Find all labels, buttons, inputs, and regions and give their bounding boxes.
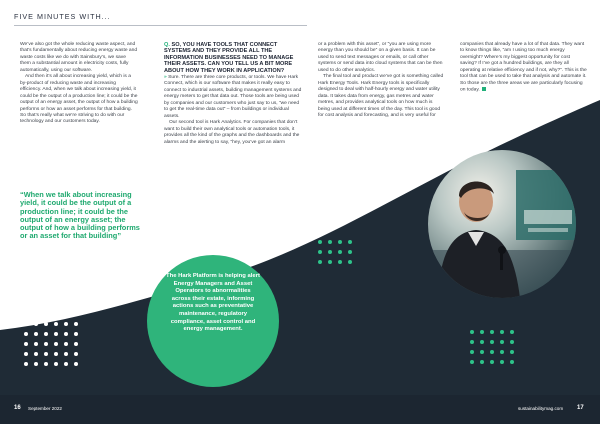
decorative-dot	[348, 260, 352, 264]
decorative-dot	[74, 352, 78, 356]
decorative-dot	[64, 362, 68, 366]
decorative-dot	[480, 330, 484, 334]
speaker-photo-illustration	[428, 150, 576, 298]
decorative-dot	[64, 322, 68, 326]
decorative-dot	[318, 250, 322, 254]
decorative-dot	[510, 350, 514, 354]
decorative-dot	[34, 332, 38, 336]
decorative-dot	[500, 330, 504, 334]
decorative-dot	[64, 332, 68, 336]
decorative-dot	[34, 312, 38, 316]
decorative-dot	[510, 360, 514, 364]
paragraph: Our second tool is Hark Analytics. For companies that don’t want to build their own analytical tools or automation tools, it provides all the kind of the graphs and the dashboards and the alarms and the alerting to say, “hey, you’ve got an alarm	[164, 120, 300, 145]
decorative-dot	[500, 340, 504, 344]
decorative-dot	[318, 260, 322, 264]
decorative-dot	[34, 322, 38, 326]
decorative-dot	[470, 340, 474, 344]
decorative-dot	[64, 342, 68, 346]
decorative-dot	[44, 332, 48, 336]
decorative-dot	[338, 250, 342, 254]
decorative-dot	[54, 322, 58, 326]
decorative-dot	[490, 360, 494, 364]
decorative-dot	[24, 342, 28, 346]
dot-grid-middle	[318, 240, 358, 272]
decorative-dot	[44, 342, 48, 346]
decorative-dot	[480, 340, 484, 344]
decorative-dot	[490, 340, 494, 344]
issue-date: September 2022	[28, 406, 62, 411]
decorative-dot	[74, 332, 78, 336]
page-number-left: 16	[14, 405, 21, 411]
decorative-dot	[510, 330, 514, 334]
decorative-dot	[348, 240, 352, 244]
question-marker: Q.	[164, 42, 170, 48]
paragraph: or a problem with this asset”, or “you are using more energy than you should be” on a given basis. It can be used to send text messages or emails, or call other systems or send data into cloud systems that can be then used to do other analytics.	[318, 42, 443, 73]
dot-grid-right	[470, 330, 526, 370]
decorative-dot	[500, 350, 504, 354]
decorative-dot	[64, 352, 68, 356]
decorative-dot	[318, 240, 322, 244]
decorative-dot	[44, 352, 48, 356]
paragraph	[460, 42, 588, 94]
decorative-dot	[328, 240, 332, 244]
decorative-dot	[74, 342, 78, 346]
decorative-dot	[328, 260, 332, 264]
page-number-right: 17	[577, 405, 584, 411]
decorative-dot	[74, 322, 78, 326]
decorative-dot	[500, 360, 504, 364]
decorative-dot	[338, 240, 342, 244]
decorative-dot	[74, 362, 78, 366]
decorative-dot	[470, 360, 474, 364]
decorative-dot	[24, 352, 28, 356]
column-one	[20, 42, 138, 126]
decorative-dot	[44, 312, 48, 316]
decorative-dot	[54, 312, 58, 316]
decorative-dot	[328, 250, 332, 254]
decorative-dot	[470, 330, 474, 334]
decorative-dot	[510, 340, 514, 344]
column-four	[460, 42, 588, 94]
decorative-dot	[64, 312, 68, 316]
decorative-dot	[54, 342, 58, 346]
speaker-photo	[428, 150, 576, 298]
column-two	[164, 42, 304, 146]
paragraph: The final tool and product we’ve got is something called Hark Energy Tools. Hark Energy tools is specifically designed to deal with half-hourly energy and water utility data. It takes data from energy, gas metres and water metres, and provides analytical tools on how much is being used at different times of the day. This tool is good for cost analysis and forecasting, and is very useful for	[318, 74, 444, 118]
interview-question	[164, 42, 304, 74]
decorative-dot	[24, 362, 28, 366]
answer-text: Sure. There are three core products, or tools. We have Hark Connect, which is our software that makes it really easy to connect to industrial assets, building management systems and energy meters to get that data out. Those tools are being used by companies and our customers who just say to us, “we need to get the real-time data out” – from buildings or individual assets.	[164, 75, 302, 119]
decorative-dot	[24, 312, 28, 316]
paragraph-text: companies that already have a lot of that data. They want to know things like, “am I using too much energy overnight? Where’s my biggest opportunity for cost saving? If I’ve got a hundred buildings, are they all operating at relative efficiency and if not, why?”. This is the tool that can be used to take that analysis and automate it. So those are the three areas we are particularly focusing on today.	[460, 42, 587, 93]
paragraph: And then it’s all about increasing yield, which is a by-product of reducing waste and increasing efficiency. And, when we talk about increasing yield, it could be the output of a production line; it could be the output of an energy asset, the output of how a building performs or how an asset performs for that building. So that’s really what we’re striving to do with our technology and our customers today.	[20, 74, 138, 125]
decorative-dot	[44, 362, 48, 366]
website-url: sustainabilitymag.com	[518, 406, 564, 411]
callout-text: The Hark Platform is helping alert Energy Managers and Asset Operators to abnormalities across their estate, informing actions such as preventative maintenance, regulatory compliance, asset control and energy management.	[166, 273, 260, 333]
decorative-dot	[338, 260, 342, 264]
decorative-dot	[54, 352, 58, 356]
dot-grid-left	[24, 312, 84, 372]
decorative-dot	[348, 250, 352, 254]
pull-quote: “When we talk about increasing yield, it could be the output of a production line; it could be the output of an energy asset; the output of how a building performs or an asset for that building”	[20, 190, 140, 241]
decorative-dot	[74, 312, 78, 316]
answer-paragraph	[164, 75, 304, 120]
column-three	[318, 42, 444, 119]
decorative-dot	[34, 362, 38, 366]
section-title: FIVE MINUTES WITH...	[14, 12, 111, 21]
end-of-article-icon	[482, 87, 486, 91]
decorative-dot	[54, 362, 58, 366]
decorative-dot	[24, 322, 28, 326]
header-divider	[14, 25, 307, 26]
question-text: SO, YOU HAVE TOOLS THAT CONNECT SYSTEMS AND THEY PROVIDE ALL THE INFORMATION BUSINESSES NEED TO MANAGE THEIR ASSETS. CAN YOU TELL US A BIT MORE ABOUT HOW THEY WORK IN APPLICATION?	[164, 42, 294, 74]
decorative-dot	[54, 332, 58, 336]
decorative-dot	[480, 360, 484, 364]
decorative-dot	[34, 342, 38, 346]
decorative-dot	[24, 332, 28, 336]
decorative-dot	[490, 330, 494, 334]
decorative-dot	[470, 350, 474, 354]
decorative-dot	[490, 350, 494, 354]
paragraph: We’ve also got the whole reducing waste aspect, and that’s fundamentally about reducing energy waste and waste costs like we do with Sainsbury’s, we save them a substantial amount in electricity costs, fully automatically, using our software.	[20, 42, 138, 73]
answer-marker: »	[164, 75, 167, 81]
decorative-dot	[34, 352, 38, 356]
decorative-dot	[44, 322, 48, 326]
decorative-dot	[480, 350, 484, 354]
